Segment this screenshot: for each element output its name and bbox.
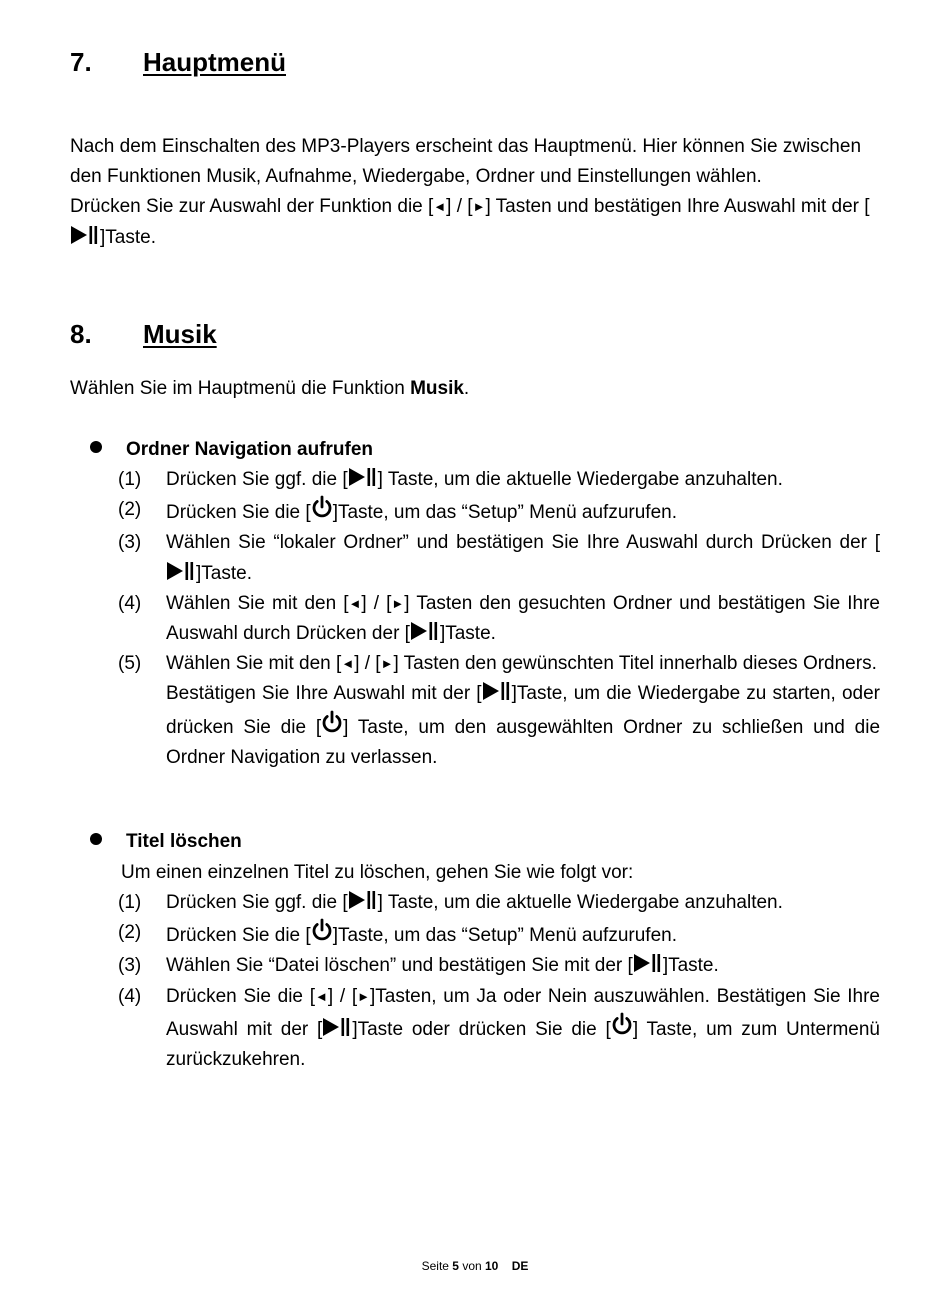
text-run: ] Taste, um die aktuelle Wiedergabe anzuhalten. bbox=[377, 892, 783, 913]
section-title: Musik bbox=[143, 319, 217, 349]
play-pause-icon bbox=[482, 681, 512, 701]
text-run: ] Tasten den gesuchten Ordner und bestätigen Sie Ihre Auswahl durch Drücken der [ bbox=[166, 592, 880, 645]
page-total: 10 bbox=[485, 1259, 499, 1273]
step-text bbox=[166, 951, 880, 981]
step-text bbox=[166, 649, 880, 773]
left-arrow-icon: ◄ bbox=[341, 656, 355, 672]
ordner-steps-list bbox=[118, 465, 880, 773]
text-run: ] Tasten und bestätigen Ihre Auswahl mit der [ bbox=[485, 196, 870, 218]
step-text bbox=[166, 982, 880, 1076]
step-text bbox=[166, 495, 880, 528]
text-run: Drücken Sie die [ bbox=[166, 502, 311, 524]
list-item bbox=[118, 649, 880, 773]
text-run: Wählen Sie mit den [ bbox=[166, 653, 342, 675]
section-heading-hauptmenue bbox=[70, 47, 286, 77]
list-item bbox=[118, 465, 880, 495]
power-icon bbox=[321, 710, 343, 734]
play-pause-icon bbox=[166, 561, 196, 581]
list-item bbox=[118, 982, 880, 1076]
play-pause-icon bbox=[633, 953, 663, 973]
text-run: ] / [ bbox=[361, 592, 392, 614]
text-run: ]Taste, um die Wiedergabe zu starten, oder drücken Sie die [ bbox=[166, 683, 880, 738]
step-text bbox=[166, 918, 880, 951]
bullet-heading-text: Titel löschen bbox=[126, 831, 242, 852]
power-icon bbox=[311, 918, 333, 942]
text-run: ]Taste. bbox=[439, 623, 496, 645]
bullet-heading-text: Ordner Navigation aufrufen bbox=[126, 439, 374, 460]
footer-text: Seite bbox=[421, 1259, 453, 1273]
step-number: (1) bbox=[118, 469, 142, 490]
text-run: ]Taste oder drücken Sie die [ bbox=[352, 1018, 611, 1040]
bullet-heading-titel bbox=[90, 827, 242, 857]
list-item bbox=[118, 951, 880, 981]
step-number: (3) bbox=[118, 532, 142, 554]
text-run: ]Taste, um das “Setup” Menü aufzurufen. bbox=[332, 925, 677, 947]
step-number: (2) bbox=[118, 499, 142, 521]
text-run: ]Tasten, um Ja oder Nein auszuwählen. Bestätigen Sie Ihre Auswahl mit der [ bbox=[166, 985, 880, 1040]
right-arrow-icon: ► bbox=[472, 199, 486, 215]
list-item bbox=[118, 918, 880, 951]
section-number: 7. bbox=[70, 47, 92, 77]
right-arrow-icon: ► bbox=[380, 656, 394, 672]
play-pause-icon bbox=[410, 621, 440, 641]
text-run: ]Taste. bbox=[196, 562, 252, 584]
text-run: Wählen Sie “lokaler Ordner” und bestätigen Sie Ihre Auswahl durch Drücken der [ bbox=[166, 532, 880, 554]
language-code: DE bbox=[511, 1259, 529, 1273]
text-run: ] / [ bbox=[354, 653, 381, 675]
list-item bbox=[118, 495, 880, 528]
left-arrow-icon: ◄ bbox=[314, 988, 328, 1004]
right-arrow-icon: ► bbox=[391, 595, 405, 611]
text-run: Wählen Sie mit den [ bbox=[166, 592, 349, 614]
text-run: ]Taste. bbox=[662, 955, 719, 977]
text-run: Drücken Sie ggf. die [ bbox=[166, 892, 348, 913]
text-run: Wählen Sie “Datei löschen” und bestätigen Sie mit der [ bbox=[166, 955, 633, 977]
text-run: ] / [ bbox=[446, 196, 473, 218]
titel-intro-text: Um einen einzelnen Titel zu löschen, gehen Sie wie folgt vor: bbox=[121, 862, 634, 883]
play-pause-icon bbox=[322, 1017, 352, 1037]
left-arrow-icon: ◄ bbox=[348, 595, 362, 611]
section-title: Hauptmenü bbox=[143, 47, 286, 77]
section-number: 8. bbox=[70, 319, 92, 349]
text-run: ] Taste, um zum Untermenü zurückzukehren. bbox=[166, 1018, 880, 1071]
play-pause-icon bbox=[70, 225, 100, 245]
step-text bbox=[166, 589, 880, 649]
left-arrow-icon: ◄ bbox=[433, 199, 447, 215]
list-item bbox=[118, 528, 880, 588]
hauptmenue-text: Nach dem Einschalten des MP3-Players erscheint das Hauptmenü. Hier können Sie zwischen den Funktionen Musik, Aufnahme, Wiedergabe, Ordner und Einstellungen wählen. bbox=[70, 136, 862, 188]
text-run: . bbox=[463, 378, 470, 399]
list-item bbox=[118, 888, 880, 918]
text-run: Bestätigen Sie Ihre Auswahl mit der [ bbox=[166, 683, 482, 705]
text-run: Wählen Sie im Hauptmenü die Funktion bbox=[70, 378, 411, 399]
text-run: ] Tasten den gewünschten Titel innerhalb dieses Ordners. bbox=[393, 653, 877, 675]
step-number: (1) bbox=[118, 892, 142, 913]
bullet-heading-ordner bbox=[90, 435, 373, 465]
footer-text: von bbox=[458, 1259, 485, 1273]
titel-steps-list bbox=[118, 888, 880, 1075]
musik-intro-paragraph bbox=[70, 374, 890, 404]
play-pause-icon bbox=[348, 467, 378, 487]
right-arrow-icon: ► bbox=[357, 988, 370, 1004]
step-text bbox=[166, 888, 880, 918]
text-run: ] Taste, um die aktuelle Wiedergabe anzuhalten. bbox=[377, 469, 783, 490]
step-number: (3) bbox=[118, 955, 142, 977]
step-text bbox=[166, 528, 880, 588]
power-icon bbox=[311, 495, 333, 519]
step-number: (4) bbox=[118, 592, 142, 614]
step-text bbox=[166, 465, 880, 495]
bullet-dot-icon bbox=[90, 441, 102, 453]
text-run: Drücken Sie ggf. die [ bbox=[166, 469, 348, 490]
text-run: Drücken Sie die [ bbox=[166, 925, 311, 947]
step-number: (2) bbox=[118, 922, 142, 944]
list-item bbox=[118, 589, 880, 649]
hauptmenue-paragraph bbox=[70, 132, 890, 253]
text-run: Drücken Sie die [ bbox=[166, 985, 315, 1007]
page-footer bbox=[0, 1258, 950, 1274]
page-number: 5 bbox=[452, 1259, 459, 1273]
play-pause-icon bbox=[348, 890, 378, 910]
step-number: (4) bbox=[118, 985, 142, 1007]
power-icon bbox=[611, 1012, 633, 1036]
text-run: ] / [ bbox=[327, 985, 358, 1007]
bold-term: Musik bbox=[410, 378, 464, 399]
text-run: ] Taste, um den ausgewählten Ordner zu schließen und die Ordner Navigation zu verlassen. bbox=[166, 716, 881, 768]
step-number: (5) bbox=[118, 653, 142, 675]
section-heading-musik bbox=[70, 319, 217, 349]
text-run: ]Taste. bbox=[100, 226, 156, 248]
text-run: ]Taste, um das “Setup” Menü aufzurufen. bbox=[332, 502, 677, 524]
bullet-dot-icon bbox=[90, 833, 102, 845]
text-run: Drücken Sie zur Auswahl der Funktion die [ bbox=[70, 196, 434, 218]
